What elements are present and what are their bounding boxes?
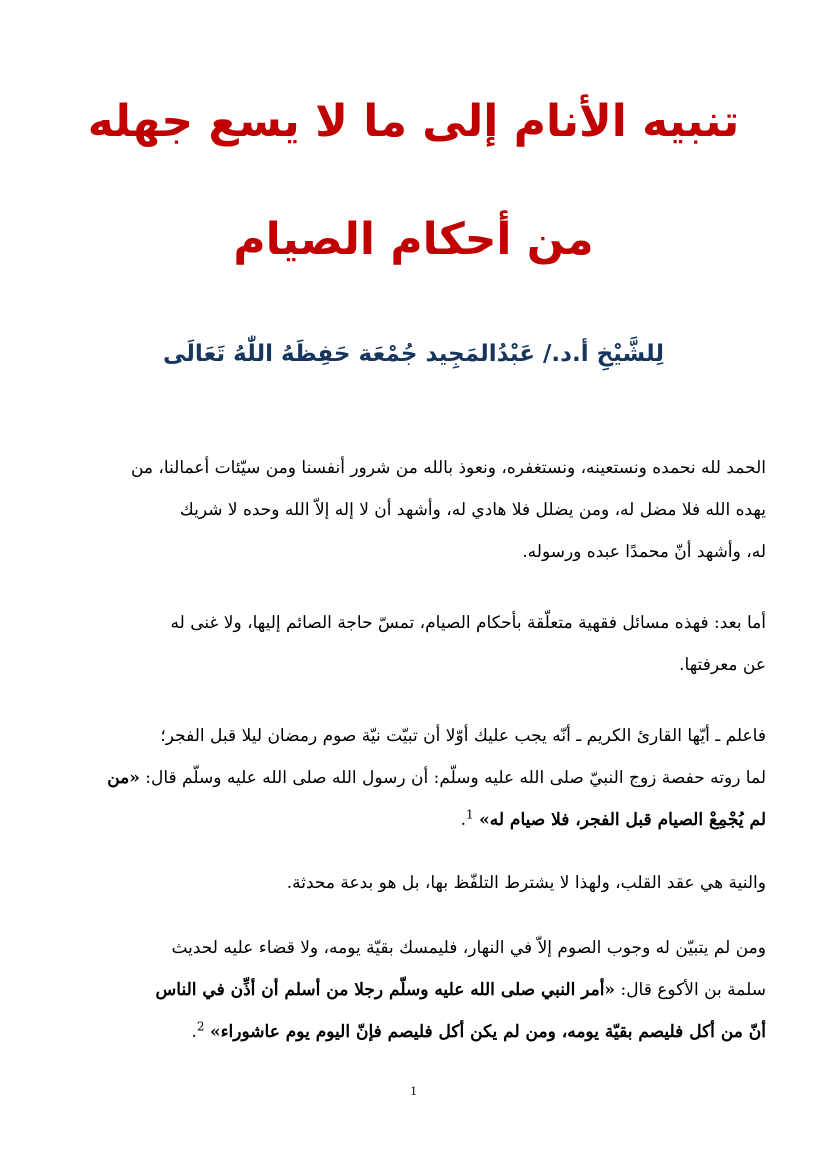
text-line xyxy=(96,1011,766,1053)
text-period: . xyxy=(460,810,467,830)
document-title-line-2: من أحكام الصيام xyxy=(233,214,594,265)
text-line: فاعلم ـ أيّها القارئ الكريم ـ أنّه يجب عليك أوّلا أن تبيّت نيّة صوم رمضان ليلا قبل الفجر؛ xyxy=(160,726,766,746)
text-line: يهده الله فلا مضل له، ومن يضلل فلا هادي له، وأشهد أن لا إله إلاّ الله وحده لا شريك xyxy=(179,500,766,520)
text-regular: لما روته حفصة زوج النبيّ صلى الله عليه وسلّم: أن رسول الله صلى الله عليه وسلّم قال: xyxy=(139,768,766,788)
text-line xyxy=(96,757,766,799)
text-line: أما بعد: فهذه مسائل فقهية متعلّقة بأحكام الصيام، تمسّ حاجة الصائم إليها، ولا غنى له xyxy=(170,613,766,633)
hadith-quote-start: «من xyxy=(107,768,140,788)
paragraph-daytime-fasting xyxy=(96,927,766,1053)
text-period: . xyxy=(191,1022,197,1042)
document-title-line-1: تنبيه الأنام إلى ما لا يسع جهله xyxy=(87,96,740,147)
hadith-quote: أنّ من أكل فليصم بقيّة يومه، ومن لم يكن أكل فليصم فإنّ اليوم يوم عاشوراء» xyxy=(209,1022,766,1042)
text-line: الحمد لله نحمده ونستعينه، ونستغفره، ونعوذ بالله من شرور أنفسنا ومن سيّئات أعمالنا، من xyxy=(130,458,766,478)
page-number: 1 xyxy=(410,1083,417,1098)
footnote-reference[interactable]: 2 xyxy=(196,1019,205,1034)
paragraph-opening-praise xyxy=(96,447,766,573)
hadith-quote-start: «أمر النبي صلى الله عليه وسلّم رجلا من أسلم أن أذِّن في الناس xyxy=(155,980,616,1000)
hadith-quote: لم يُجْمِعْ الصيام قبل الفجر، فلا صيام له» xyxy=(479,810,766,830)
paragraph-intention-definition xyxy=(96,862,766,904)
text-line: ومن لم يتبيّن له وجوب الصوم إلاّ في النهار، فليمسك بقيّة يومه، ولا قضاء عليه لحديث xyxy=(171,938,766,958)
text-line xyxy=(96,799,766,841)
footnote-reference[interactable]: 1 xyxy=(466,807,474,822)
text-regular: سلمة بن الأكوع قال: xyxy=(615,980,766,1000)
text-line xyxy=(96,969,766,1011)
text-line: له، وأشهد أنّ محمدًا عبده ورسوله. xyxy=(522,542,766,562)
text-line: والنية هي عقد القلب، ولهذا لا يشترط التلفّظ بها، بل هو بدعة محدثة. xyxy=(286,873,766,893)
text-line: عن معرفتها. xyxy=(679,655,766,675)
paragraph-intention-before-dawn xyxy=(96,715,766,841)
paragraph-introduction xyxy=(96,602,766,686)
author-byline: لِلشَّيْخِ أ.د./ عَبْدُالمَجِيد جُمْعَة حَفِظَهُ اللّٰهُ تَعَالَى xyxy=(162,341,664,367)
